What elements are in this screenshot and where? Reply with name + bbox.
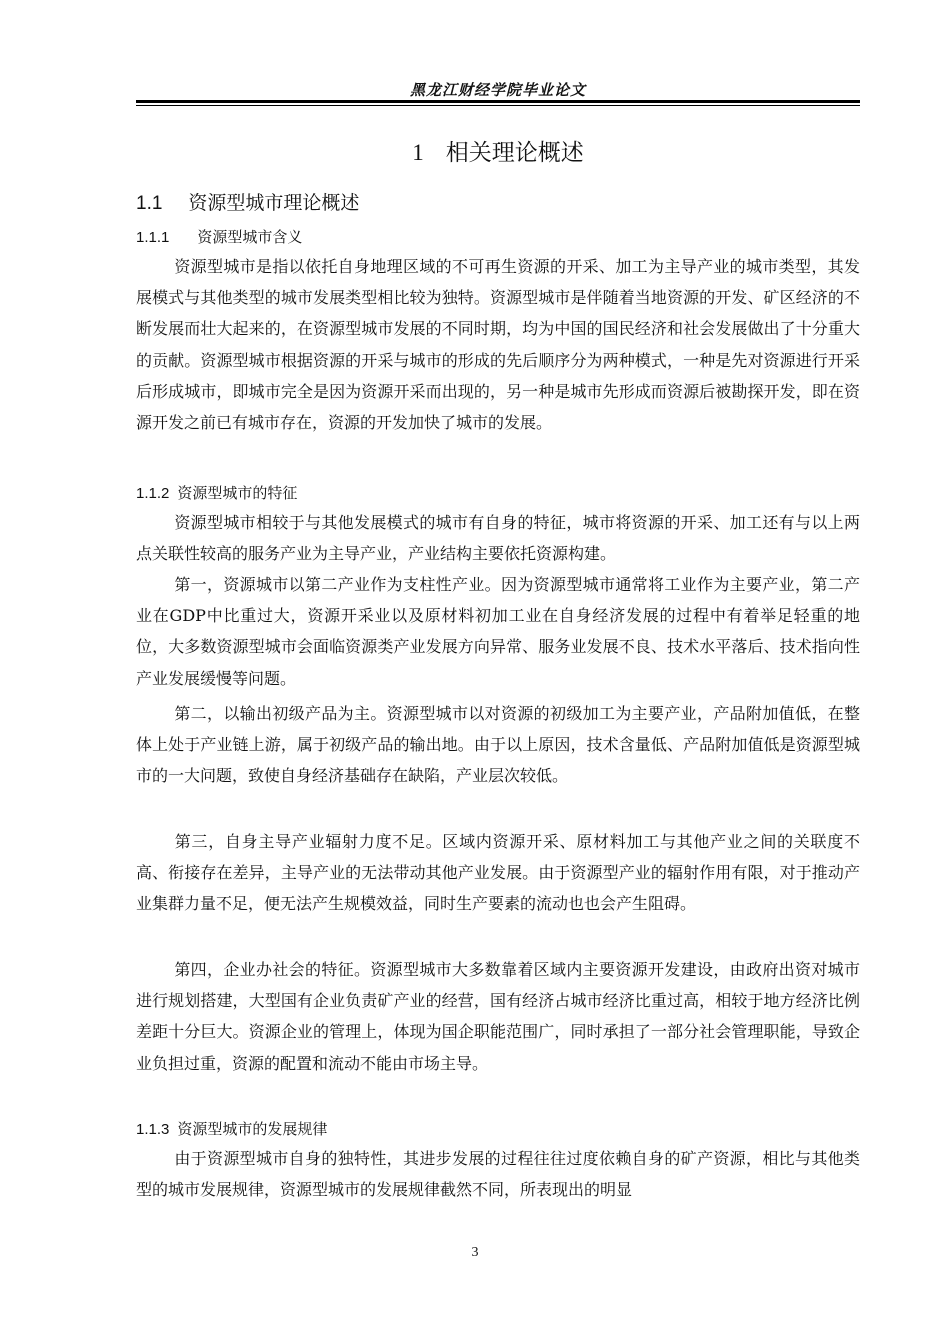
subsection-title: 资源型城市的发展规律 xyxy=(177,1120,328,1138)
paragraph-text: 由于资源型城市自身的独特性，其进步发展的过程往往过度依赖自身的矿产资源，相比与其他类型的城市发展规律，资源型城市的发展规律截然不同，所表现出的明显 xyxy=(136,1149,860,1200)
paragraph-text: 第三，自身主导产业辐射力度不足。区域内资源开采、原材料加工与其他产业之间的关联度不高、衔接存在差异，主导产业的无法带动其他产业发展。由于资源型产业的辐射作用有限，对于推动产业集群力量不足，便无法产生规模效益，同时生产要素的流动也也会产生阻碍。 xyxy=(136,832,860,914)
running-header-title: 黑龙江财经学院毕业论文 xyxy=(409,81,586,99)
paragraph-text: 资源型城市是指以依托自身地理区域的不可再生资源的开采、加工为主导产业的城市类型，其发展模式与其他类型的城市发展类型相比较为独特。资源型城市是伴随着当地资源的开发、矿区经济的不断发展而壮大起来的，在资源型城市发展的不同时期，均为中国的国民经济和社会发展做出了十分重大的贡献。资源型城市根据资源的开采与城市的形成的先后顺序分为两种模式，一种是先对资源进行开采后形成城市，即城市完全是因为资源开采而出现的，另一种是城市先形成而资源后被勘探开发，即在资源开发之前已有城市存在，资源的开发加快了城市的发展。 xyxy=(136,257,860,433)
section-number: 1.1 xyxy=(136,193,163,214)
paragraph-text: 第二，以输出初级产品为主。资源型城市以对资源的初级加工为主要产业，产品附加值低，在整体上处于产业链上游，属于初级产品的输出地。由于以上原因，技术含量低、产品附加值低是资源型城市的一大问题，致使自身经济基础存在缺陷，产业层次较低。 xyxy=(136,704,860,786)
section-heading xyxy=(136,188,359,215)
paragraph xyxy=(136,569,860,694)
section-title: 资源型城市理论概述 xyxy=(188,192,360,214)
paragraph xyxy=(136,954,860,1079)
subsection-heading-1-1-1 xyxy=(136,226,302,247)
chapter-number: 1 xyxy=(412,140,424,165)
paragraph xyxy=(136,507,860,569)
subsection-number: 1.1.1 xyxy=(136,229,170,246)
subsection-title: 资源型城市的特征 xyxy=(177,484,298,502)
header-rule-thin xyxy=(136,105,860,106)
header-rule-thick xyxy=(136,100,860,103)
chapter-title: 相关理论概述 xyxy=(445,140,584,166)
subsection-number: 1.1.2 xyxy=(136,485,170,502)
paragraph-text: 第一，资源城市以第二产业作为支柱性产业。因为资源型城市通常将工业作为主要产业，第二产业在GDP中比重过大，资源开采业以及原材料初加工业在自身经济发展的过程中有着举足轻重的地位，大多数资源型城市会面临资源类产业发展方向异常、服务业发展不良、技术水平落后、技术指向性产业发展缓慢等问题。 xyxy=(136,575,860,688)
subsection-title: 资源型城市含义 xyxy=(197,228,303,246)
paragraph-text: 资源型城市相较于与其他发展模式的城市有自身的特征，城市将资源的开采、加工还有与以上两点关联性较高的服务产业为主导产业，产业结构主要依托资源构建。 xyxy=(136,513,860,564)
subsection-number: 1.1.3 xyxy=(136,1121,170,1138)
subsection-heading-1-1-3 xyxy=(136,1118,327,1139)
subsection-heading-1-1-2 xyxy=(136,482,297,503)
paragraph xyxy=(136,698,860,792)
paragraph xyxy=(136,251,860,438)
page-number: 3 xyxy=(471,1245,479,1260)
chapter-heading xyxy=(136,134,860,167)
paragraph xyxy=(136,1143,860,1205)
paragraph-text: 第四，企业办社会的特征。资源型城市大多数靠着区域内主要资源开发建设，由政府出资对城市进行规划搭建，大型国有企业负责矿产业的经营，国有经济占城市经济比重过高，相较于地方经济比例差距十分巨大。资源企业的管理上，体现为国企职能范围广，同时承担了一部分社会管理职能，导致企业负担过重，资源的配置和流动不能由市场主导。 xyxy=(136,960,860,1073)
paragraph xyxy=(136,826,860,920)
